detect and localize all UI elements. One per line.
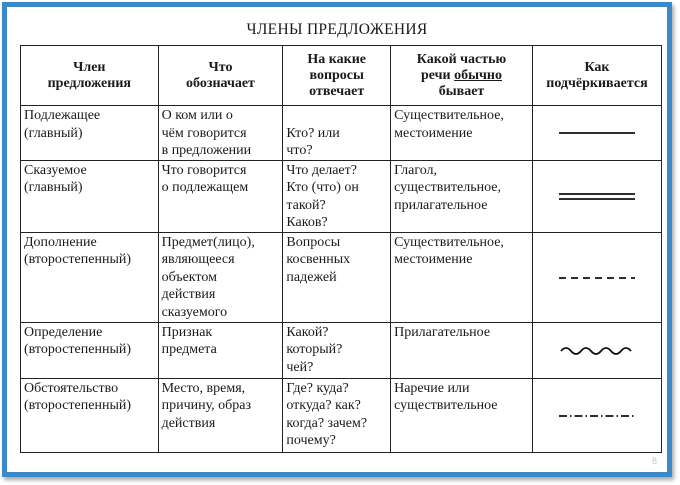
member-rank: (главный) [24, 125, 83, 141]
meaning-line: действия [161, 287, 216, 302]
member-name: Определение [24, 324, 103, 340]
header-member-line2: предложения [47, 75, 131, 91]
wavy-line-underline-icon [555, 344, 639, 358]
member-name: Дополнение [24, 234, 97, 250]
questions-line: Кто? или [286, 125, 340, 141]
cell-member [21, 232, 159, 322]
cell-meaning [158, 378, 283, 452]
meaning-line: действия [161, 415, 216, 431]
slide-frame [2, 2, 672, 477]
table-row [21, 322, 662, 378]
member-name: Обстоятельство [24, 380, 119, 396]
member-name: Подлежащее [24, 108, 101, 123]
dashed-line-underline-icon [555, 272, 639, 284]
pos-line: Существительное, [394, 108, 504, 123]
header-pos-line1: Какой частью [416, 51, 507, 67]
cell-meaning [158, 106, 283, 161]
meaning-line: Предмет(лицо), [161, 234, 255, 250]
member-name: Сказуемое [24, 162, 87, 178]
cell-underline [532, 322, 661, 378]
cell-member [21, 160, 159, 232]
questions-line: когда? зачем? [286, 415, 368, 431]
cell-questions [283, 322, 391, 378]
meaning-line: в предложении [161, 143, 252, 158]
cell-questions [283, 160, 391, 232]
header-pos-usually: обычно [454, 67, 503, 83]
cell-meaning [158, 322, 283, 378]
header-questions-line3: отвечает [309, 83, 365, 99]
page-number: 8 [651, 456, 657, 466]
members-table [20, 45, 662, 453]
cell-underline [532, 106, 661, 161]
header-underline [532, 46, 661, 106]
pos-line: Глагол, [394, 162, 438, 178]
questions-line: Кто (что) он [286, 180, 359, 195]
header-member [21, 46, 159, 106]
questions-line: который? [286, 342, 343, 357]
meaning-line: являющееся [161, 252, 235, 267]
pos-line: существительное, [394, 180, 501, 195]
meaning-line: предмета [161, 342, 217, 357]
meaning-line: Место, время, [161, 380, 246, 396]
meaning-line: причину, образ [161, 398, 252, 413]
cell-part-of-speech [391, 160, 533, 232]
meaning-line: О ком или о [161, 108, 233, 123]
meaning-line: чём говорится [161, 125, 247, 141]
pos-line: Наречие или [394, 380, 470, 396]
pos-line: местоимение [394, 125, 473, 141]
header-meaning-line1: Что [208, 59, 233, 75]
questions-line: такой? [286, 197, 326, 213]
questions-line: Где? куда? [286, 380, 349, 396]
member-rank: (второстепенный) [24, 398, 132, 413]
cell-meaning [158, 160, 283, 232]
questions-line: Что делает? [286, 162, 357, 178]
table-header-row [21, 46, 662, 106]
questions-line: чей? [286, 359, 314, 375]
cell-member [21, 378, 159, 452]
cell-questions [283, 232, 391, 322]
questions-line: что? [286, 143, 313, 158]
header-questions-line2: вопросы [309, 67, 364, 83]
cell-member [21, 106, 159, 161]
header-questions [283, 46, 391, 106]
double-line-underline-icon [555, 190, 639, 204]
questions-line: косвенных [286, 252, 351, 267]
pos-line: Существительное, [394, 234, 504, 250]
member-rank: (второстепенный) [24, 342, 132, 357]
page-title: ЧЛЕНЫ ПРЕДЛОЖЕНИЯ [246, 21, 428, 38]
member-rank: (второстепенный) [24, 252, 132, 267]
cell-member [21, 322, 159, 378]
member-rank: (главный) [24, 180, 83, 195]
header-underline-line1: Как [584, 59, 610, 75]
table-row [21, 106, 662, 161]
cell-part-of-speech [391, 322, 533, 378]
pos-line: прилагательное [394, 197, 488, 213]
pos-line: Прилагательное [394, 324, 491, 340]
questions-line: почему? [286, 433, 336, 448]
pos-line: существительное [394, 398, 498, 413]
questions-line: падежей [286, 269, 337, 285]
header-underline-line2: подчёркивается [546, 75, 648, 91]
questions-line: Какой? [286, 324, 329, 340]
meaning-line: Что говорится [161, 162, 247, 178]
header-questions-line1: На какие [307, 51, 367, 67]
cell-underline [532, 160, 661, 232]
cell-part-of-speech [391, 378, 533, 452]
meaning-line: о подлежащем [161, 180, 249, 195]
header-part-of-speech [391, 46, 533, 106]
header-meaning [158, 46, 283, 106]
questions-line: откуда? как? [286, 398, 361, 413]
meaning-line: сказуемого [161, 304, 228, 320]
table-row [21, 232, 662, 322]
cell-underline [532, 232, 661, 322]
cell-underline [532, 378, 661, 452]
single-line-underline-icon [555, 127, 639, 139]
cell-part-of-speech [391, 106, 533, 161]
meaning-line: Признак [161, 324, 213, 340]
questions-line: Вопросы [286, 234, 341, 250]
table-row [21, 160, 662, 232]
meaning-line: объектом [161, 269, 217, 285]
questions-line: Каков? [286, 215, 328, 230]
header-member-line1: Член [73, 59, 106, 75]
cell-questions [283, 378, 391, 452]
cell-questions [283, 106, 391, 161]
header-pos-line2: речи [420, 67, 455, 83]
dash-dot-line-underline-icon [555, 410, 639, 422]
pos-line: местоимение [394, 252, 473, 267]
table-row [21, 378, 662, 452]
cell-meaning [158, 232, 283, 322]
cell-part-of-speech [391, 232, 533, 322]
header-meaning-line2: обозначает [186, 75, 255, 91]
header-pos-line3: бывает [438, 83, 485, 99]
